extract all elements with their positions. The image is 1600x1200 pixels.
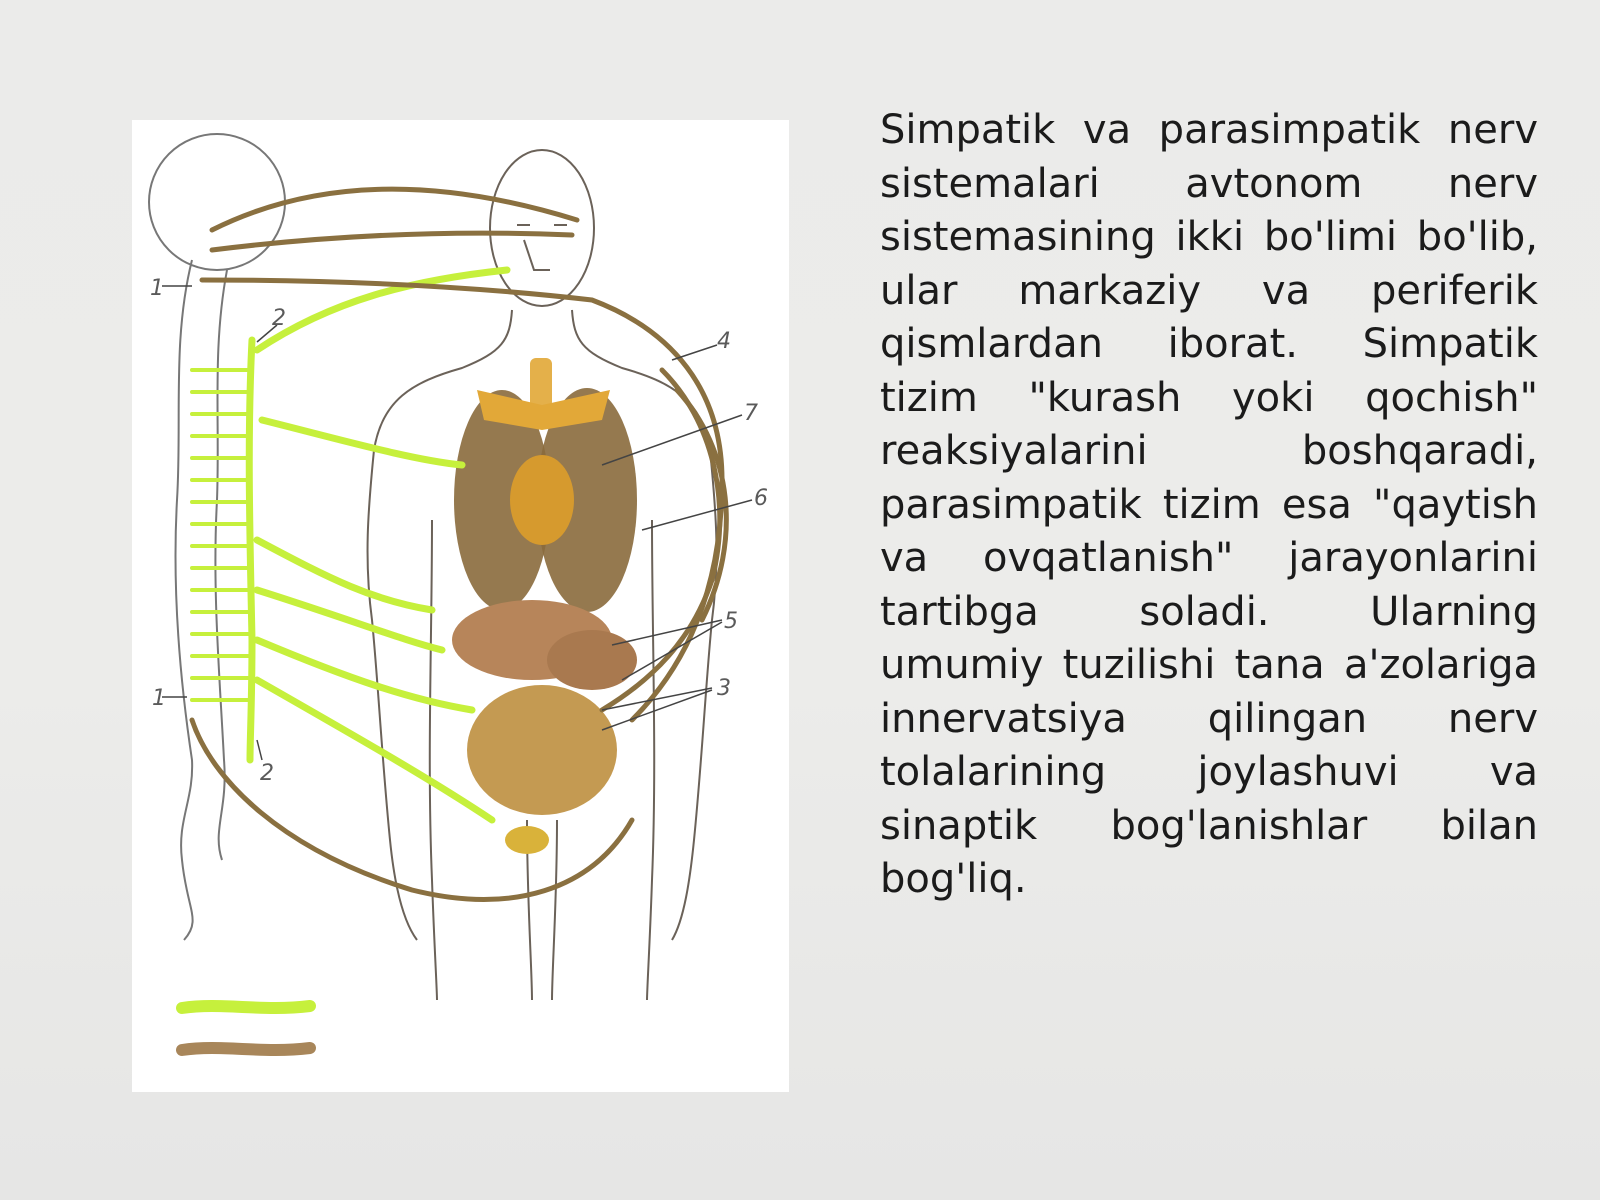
- legend-sympathetic-swatch: [182, 1006, 310, 1008]
- label-6: 6: [754, 486, 768, 511]
- label-1-bottom: 1: [152, 686, 166, 711]
- legend-parasympathetic-swatch: [182, 1048, 310, 1050]
- human-body-outline: [368, 150, 717, 1000]
- slide-body-text: Simpatik va parasimpatik nerv sistemalari avtonom nerv sistemasining ikki bo'limi bo'lib, ular markaziy va periferik qismlardan iborat. Simpatik tizim "kurash yoki qochish" reaksiyalarini boshqaradi, parasimpatik tizim esa "qaytish va ovqatlanish" jarayonlarini tartibga soladi. Ularning umumiy tuzilishi tana a'zolariga innervatsiya qilingan nerv tolalarining joylashuvi va sinaptik bog'lanishlar bilan bog'liq.: [880, 107, 1538, 902]
- internal-organs: [452, 358, 637, 854]
- label-2-bottom: 2: [260, 761, 274, 786]
- label-4: 4: [717, 329, 731, 354]
- label-2-top: 2: [272, 306, 286, 331]
- label-7: 7: [744, 401, 758, 426]
- nervous-system-diagram: [132, 120, 789, 1092]
- label-1-top: 1: [150, 276, 164, 301]
- spinal-cord-profile: [149, 134, 285, 940]
- label-5: 5: [724, 609, 738, 634]
- label-3: 3: [717, 676, 731, 701]
- legend: [182, 1006, 310, 1050]
